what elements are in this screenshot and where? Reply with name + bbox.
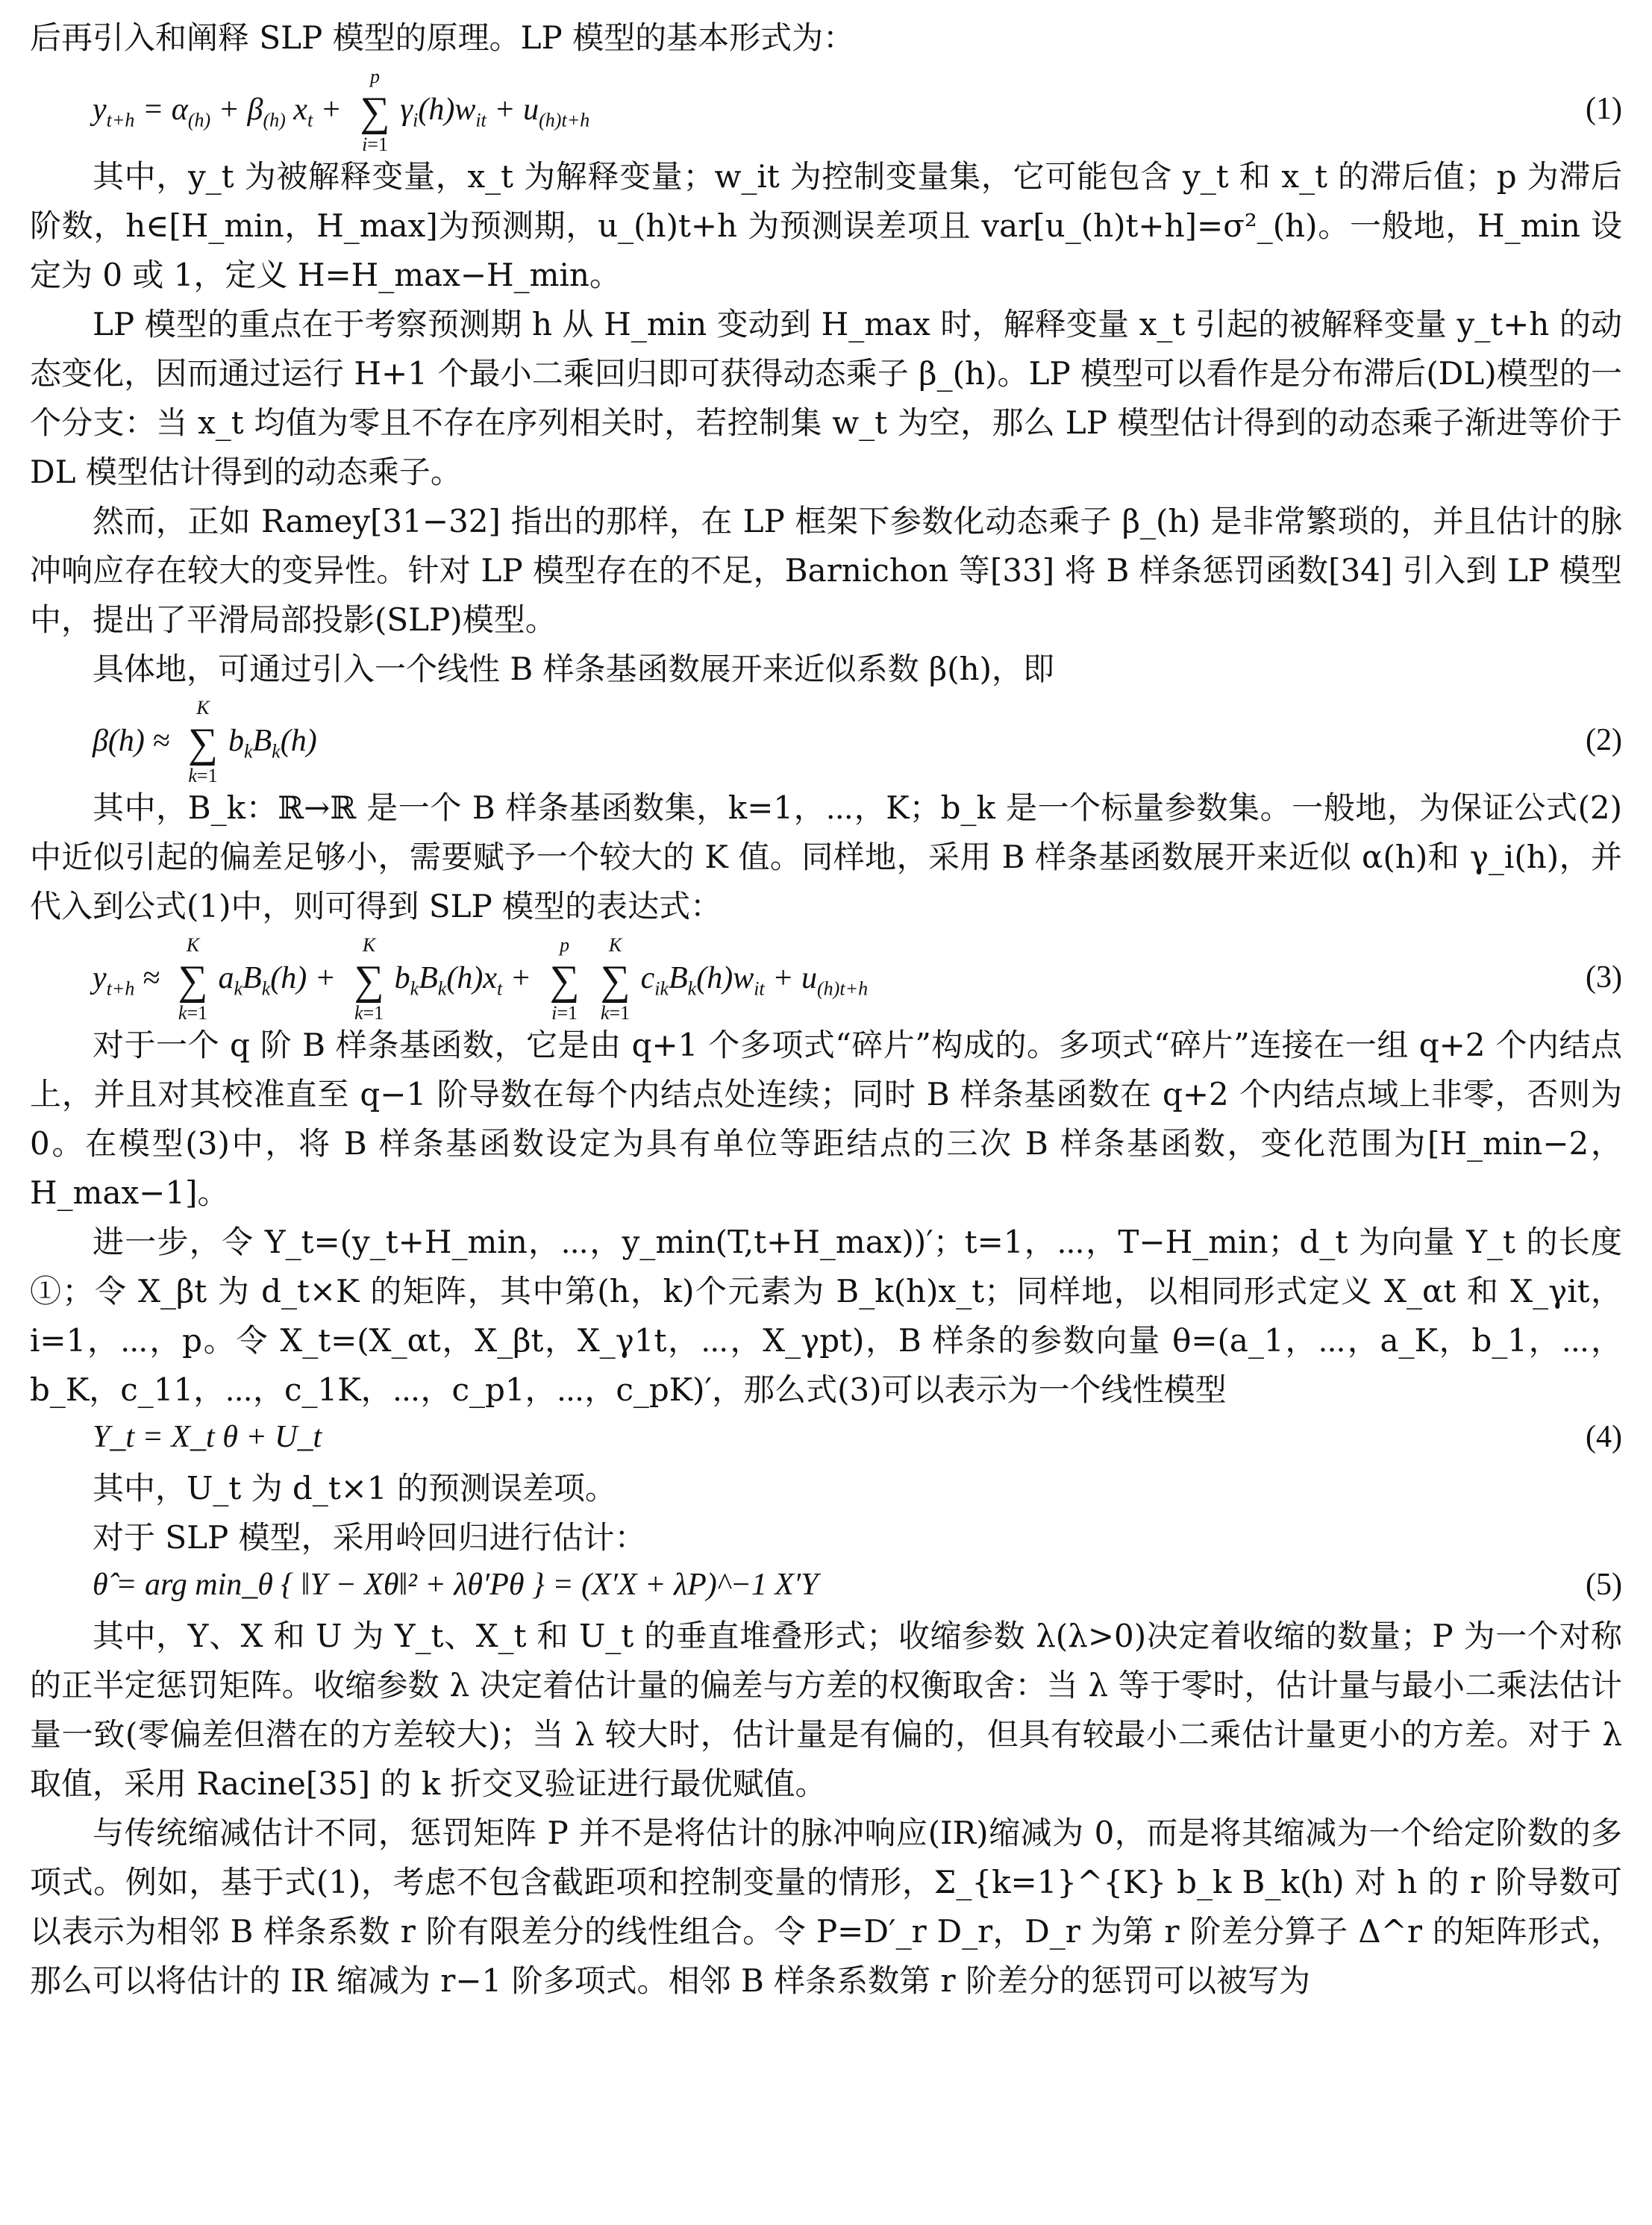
- paragraph: 然而，正如 Ramey[31−32] 指出的那样，在 LP 框架下参数化动态乘子 β_(h) 是非常繁琐的，并且估计的脉冲响应存在较大的变异性。针对 LP 模型存在的不足，Barnichon 等[33] 将 B 样条惩罚函数[34] 引入到 LP 模型中，提出了平滑局部投影(SLP)模型。: [30, 503, 1622, 638]
- paragraph: 对于 SLP 模型，采用岭回归进行估计：: [93, 1519, 646, 1556]
- equation-5: [30, 1562, 1622, 1612]
- paragraph: 其中，B_k：ℝ→ℝ 是一个 B 样条基函数集，k=1，⋯，K；b_k 是一个标量参数集。一般地，为保证公式(2)中近似引起的偏差足够小，需要赋予一个较大的 K 值。同样地，采用 B 样条基函数展开来近似 α(h)和 γ_i(h)，并代入到公式(1)中，则可得到 SLP 模型的表达式：: [30, 789, 1622, 924]
- equation-5-text: θ̂ = arg min_θ { ‖Y − Xθ‖² + λθ′Pθ } = (X′X + λP)^−1 X′Y: [93, 1568, 819, 1602]
- paper-page: [30, 13, 1622, 2006]
- paragraph: 后再引入和阐释 SLP 模型的原理。LP 模型的基本形式为：: [30, 19, 855, 56]
- paragraph: 进一步，令 Y_t=(y_t+H_min，⋯，y_min(T,t+H_max))′；t=1，⋯，T−H_min；d_t 为向量 Y_t 的长度①；令 X_βt 为 d_t×K 的矩阵，其中第(h，k)个元素为 B_k(h)x_t；同样地，以相同形式定义 X_αt 和 X_γit，i=1，⋯，p。令 X_t=(X_αt，X_βt，X_γ1t，⋯，X_γpt)，B 样条的参数向量 θ=(a_1，⋯，a_K，b_1，⋯，b_K，c_11，⋯，c_1K，⋯，c_p1，⋯，c_pK)′，那么式(3)可以表示为一个线性模型: [30, 1224, 1622, 1408]
- equation-3: $y_{t+h}$ ≈ K ∑ k=1 $a_kB_k(h)$ + K ∑ k=1 $b_kB_k(h)x_t$ + p ∑ i=1 K ∑ k=1 $c_{ik}B_k(h)w_{it} + u_{(h)t+h}$ (3): [93, 934, 1622, 1024]
- equation-number: (4): [1586, 1420, 1622, 1454]
- equation-number: (1): [1586, 92, 1622, 126]
- paragraph: 其中，U_t 为 d_t×1 的预测误差项。: [93, 1470, 617, 1506]
- paragraph: 对于一个 q 阶 B 样条基函数，它是由 q+1 个多项式“碎片”构成的。多项式“碎片”连接在一组 q+2 个内结点上，并且对其校准直至 q−1 阶导数在每个内结点处连续；同时 B 样条基函数在 q+2 个内结点域上非零，否则为 0。在模型(3)中，将 B 样条基函数设定为具有单位等距结点的三次 B 样条基函数，变化范围为[H_min−2，H_max−1]。: [30, 1027, 1622, 1211]
- paragraph: 其中，y_t 为被解释变量，x_t 为解释变量；w_it 为控制变量集，它可能包含 y_t 和 x_t 的滞后值；p 为滞后阶数，h∈[H_min，H_max]为预测期，u_(h)t+h 为预测误差项且 var[u_(h)t+h]=σ²_(h)。一般地，H_min 设定为 0 或 1，定义 H=H_max−H_min。: [30, 158, 1622, 293]
- paragraph: 与传统缩减估计不同，惩罚矩阵 P 并不是将估计的脉冲响应(IR)缩减为 0，而是将其缩减为一个给定阶数的多项式。例如，基于式(1)，考虑不包含截距项和控制变量的情形，Σ_{k=1}^{K} b_k B_k(h) 对 h 的 r 阶导数可以表示为相邻 B 样条系数 r 阶有限差分的线性组合。令 P=D′_r D_r，D_r 为第 r 阶差分算子 Δ^r 的矩阵形式，那么可以将估计的 IR 缩减为 r−1 阶多项式。相邻 B 样条系数第 r 阶差分的惩罚可以被写为: [30, 1815, 1622, 1999]
- equation-1: $y_{t+h} = \alpha_{(h)} + \beta_{(h)}$ $x_t$ + p ∑ i=1 $\gamma_i(h)w_{it} + u_{(h)t+h}$ (1): [93, 66, 1622, 155]
- equation-number: (5): [1586, 1568, 1622, 1602]
- equation-4: [30, 1415, 1622, 1464]
- equation-4-text: Y_t = X_t θ + U_t: [93, 1420, 322, 1454]
- paragraph: LP 模型的重点在于考察预测期 h 从 H_min 变动到 H_max 时，解释变量 x_t 引起的被解释变量 y_t+h 的动态变化，因而通过运行 H+1 个最小二乘回归即可获得动态乘子 β_(h)。LP 模型可以看作是分布滞后(DL)模型的一个分支：当 x_t 均值为零且不存在序列相关时，若控制集 w_t 为空，那么 LP 模型估计得到的动态乘子渐进等价于 DL 模型估计得到的动态乘子。: [30, 306, 1622, 490]
- equation-number: (2): [1586, 723, 1622, 757]
- equation-2: β(h) ≈ K ∑ k=1 $b_kB_k(h)$ (2): [93, 697, 1622, 786]
- paragraph: 具体地，可通过引入一个线性 B 样条基函数展开来近似系数 β(h)，即: [93, 651, 1055, 687]
- paragraph: 其中，Y、X 和 U 为 Y_t、X_t 和 U_t 的垂直堆叠形式；收缩参数 λ(λ>0)决定着收缩的数量；P 为一个对称的正半定惩罚矩阵。收缩参数 λ 决定着估计量的偏差与方差的权衡取舍：当 λ 等于零时，估计量与最小二乘法估计量一致(零偏差但潜在的方差较大)；当 λ 较大时，估计量是有偏的，但具有较最小二乘估计量更小的方差。对于 λ 取值，采用 Racine[35] 的 k 折交叉验证进行最优赋值。: [30, 1618, 1622, 1802]
- equation-number: (3): [1586, 960, 1622, 995]
